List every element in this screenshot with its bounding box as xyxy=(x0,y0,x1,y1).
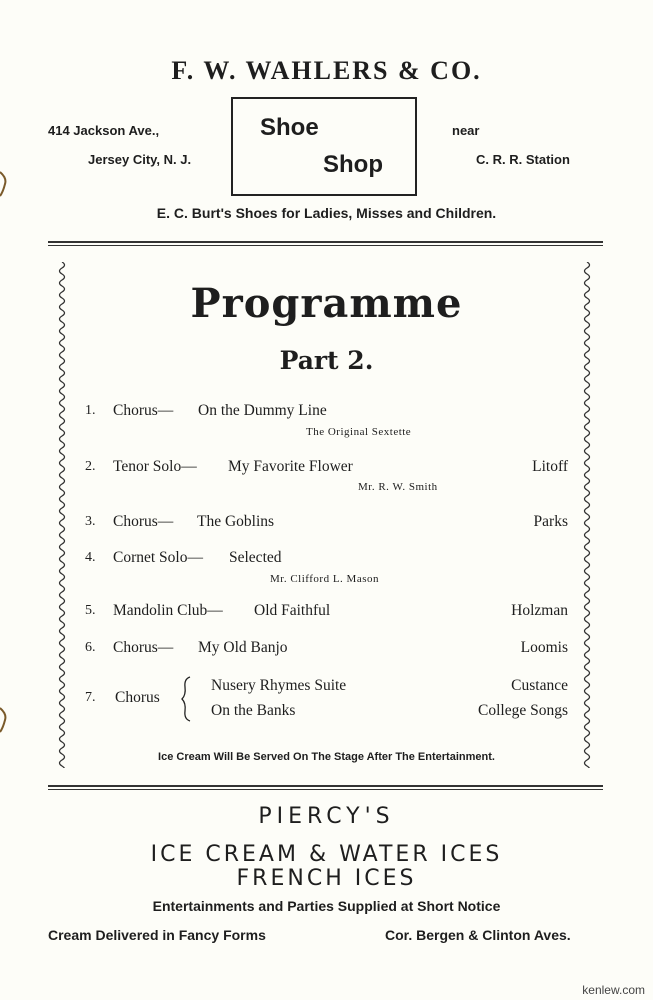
tagline: E. C. Burt's Shoes for Ladies, Misses and Children. xyxy=(156,205,497,221)
item-2-number: 2. xyxy=(85,459,96,474)
address-line: Cor. Bergen & Clinton Aves. xyxy=(385,927,571,943)
item-4-performer: Mr. Clifford L. Mason xyxy=(270,573,379,585)
double-rule-top xyxy=(48,241,603,246)
item-6-number: 6. xyxy=(85,640,96,655)
double-rule-bottom xyxy=(48,785,603,790)
item-3-type: Chorus— xyxy=(113,513,174,530)
binding-mark-top xyxy=(0,170,8,198)
item-1-performer: The Original Sextette xyxy=(306,426,412,438)
location-line-1: near xyxy=(452,123,480,138)
wavy-border-right xyxy=(580,262,594,768)
company-name: F. W. WAHLERS & CO. xyxy=(171,56,482,85)
item-5-number: 5. xyxy=(85,603,96,618)
location-line-2: C. R. R. Station xyxy=(476,152,570,167)
item-5-type: Mandolin Club— xyxy=(113,602,223,619)
item-5-composer: Holzman xyxy=(511,602,568,619)
item-6-composer: Loomis xyxy=(520,639,568,656)
item-7-composer-1: Custance xyxy=(511,677,568,694)
delivery-line: Cream Delivered in Fancy Forms xyxy=(48,927,266,943)
shoe-shop-box xyxy=(231,97,417,196)
binding-mark-bottom xyxy=(0,706,8,734)
item-2-piece: My Favorite Flower xyxy=(228,458,353,475)
item-4-piece: Selected xyxy=(229,549,282,566)
french-ices-line: FRENCH ICES xyxy=(236,866,417,891)
item-3-composer: Parks xyxy=(533,513,568,530)
item-4-number: 4. xyxy=(85,550,96,565)
item-4-type: Cornet Solo— xyxy=(113,549,203,566)
item-1-type: Chorus— xyxy=(113,402,174,419)
programme-title: Programme xyxy=(190,280,463,327)
part-title: Part 2. xyxy=(279,346,374,375)
item-7-number: 7. xyxy=(85,690,96,705)
wavy-border-left xyxy=(55,262,69,768)
item-6-type: Chorus— xyxy=(113,639,174,656)
address-line-1: 414 Jackson Ave., xyxy=(48,123,160,138)
piercy-name: PIERCY'S xyxy=(258,804,395,829)
address-line-2: Jersey City, N. J. xyxy=(88,152,192,167)
ice-cream-line: ICE CREAM & WATER ICES xyxy=(150,842,503,867)
item-2-composer: Litoff xyxy=(532,458,568,475)
item-3-piece: The Goblins xyxy=(197,513,275,530)
parties-line: Entertainments and Parties Supplied at Short Notice xyxy=(152,898,501,914)
item-3-number: 3. xyxy=(85,514,96,529)
item-5-piece: Old Faithful xyxy=(254,602,331,619)
item-7-piece-2: On the Banks xyxy=(211,702,296,719)
item-2-type: Tenor Solo— xyxy=(113,458,197,475)
item-1-piece: On the Dummy Line xyxy=(198,402,327,419)
brace-icon xyxy=(180,675,194,723)
shop-word-shop: Shop xyxy=(323,151,383,178)
ice-cream-note: Ice Cream Will Be Served On The Stage After The Entertainment. xyxy=(158,751,495,763)
shop-word-shoe: Shoe xyxy=(260,114,319,141)
item-1-number: 1. xyxy=(85,403,96,418)
item-7-piece-1: Nusery Rhymes Suite xyxy=(211,677,347,694)
item-6-piece: My Old Banjo xyxy=(198,639,288,656)
item-7-type: Chorus xyxy=(115,689,160,706)
item-2-performer: Mr. R. W. Smith xyxy=(358,481,438,493)
item-7-composer-2: College Songs xyxy=(478,702,568,719)
watermark: kenlew.com xyxy=(582,983,645,997)
